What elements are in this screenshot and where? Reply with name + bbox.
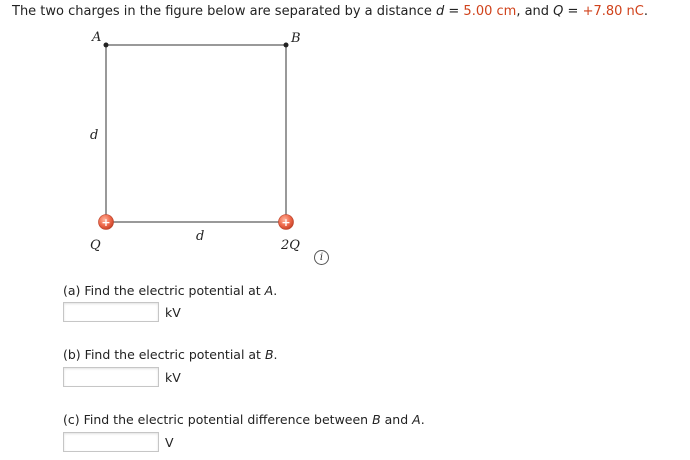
part-a-suffix: . [273,283,278,298]
problem-text-start: The two charges in the figure below are separated by a distance [12,4,436,19]
label-charge-2q: 2Q [281,238,300,253]
charge-q-sign: + [101,216,111,229]
part-c-point-a: A [412,412,421,427]
part-a-answer-input[interactable] [63,302,159,322]
label-point-b: B [291,31,301,46]
charge-value: +7.80 nC [582,4,644,19]
label-left-side-d: d [90,128,99,143]
problem-text-end: . [643,4,649,19]
part-b-prefix: (b) Find the electric potential at [63,347,265,362]
part-a-prefix: (a) Find the electric potential at [63,283,265,298]
square-outline [106,45,286,222]
point-b-dot [284,43,289,48]
variable-q: Q [553,4,564,19]
part-c-point-b: B [372,412,381,427]
label-point-a: A [92,30,102,45]
problem-text-middle: , and [516,4,554,19]
part-b-point: B [264,347,274,362]
variable-d: d [435,4,445,19]
part-c-answer-input[interactable] [63,432,159,452]
charge-q [99,215,114,230]
distance-value: 5.00 cm [463,4,517,19]
part-c-question [63,412,425,427]
part-c-prefix: (c) Find the electric potential difference between [63,412,373,427]
charge-2q-sign: + [281,216,291,229]
part-b-question [63,347,278,362]
part-c-unit: V [165,435,174,450]
label-charge-q: Q [90,238,101,253]
equals-sign: = [444,4,464,19]
part-a-unit: kV [165,305,181,320]
label-bottom-side-d: d [196,229,205,244]
part-a-point: A [264,283,274,298]
part-b-unit: kV [165,370,181,385]
equals-sign: = [563,4,583,19]
charge-2q [279,215,294,230]
part-b-suffix: . [273,347,278,362]
part-c-suffix: . [420,412,425,427]
point-a-dot [104,43,109,48]
part-a-question [63,283,277,298]
info-icon[interactable]: i [314,250,329,265]
part-c-middle: and [380,412,413,427]
part-b-answer-input[interactable] [63,367,159,387]
